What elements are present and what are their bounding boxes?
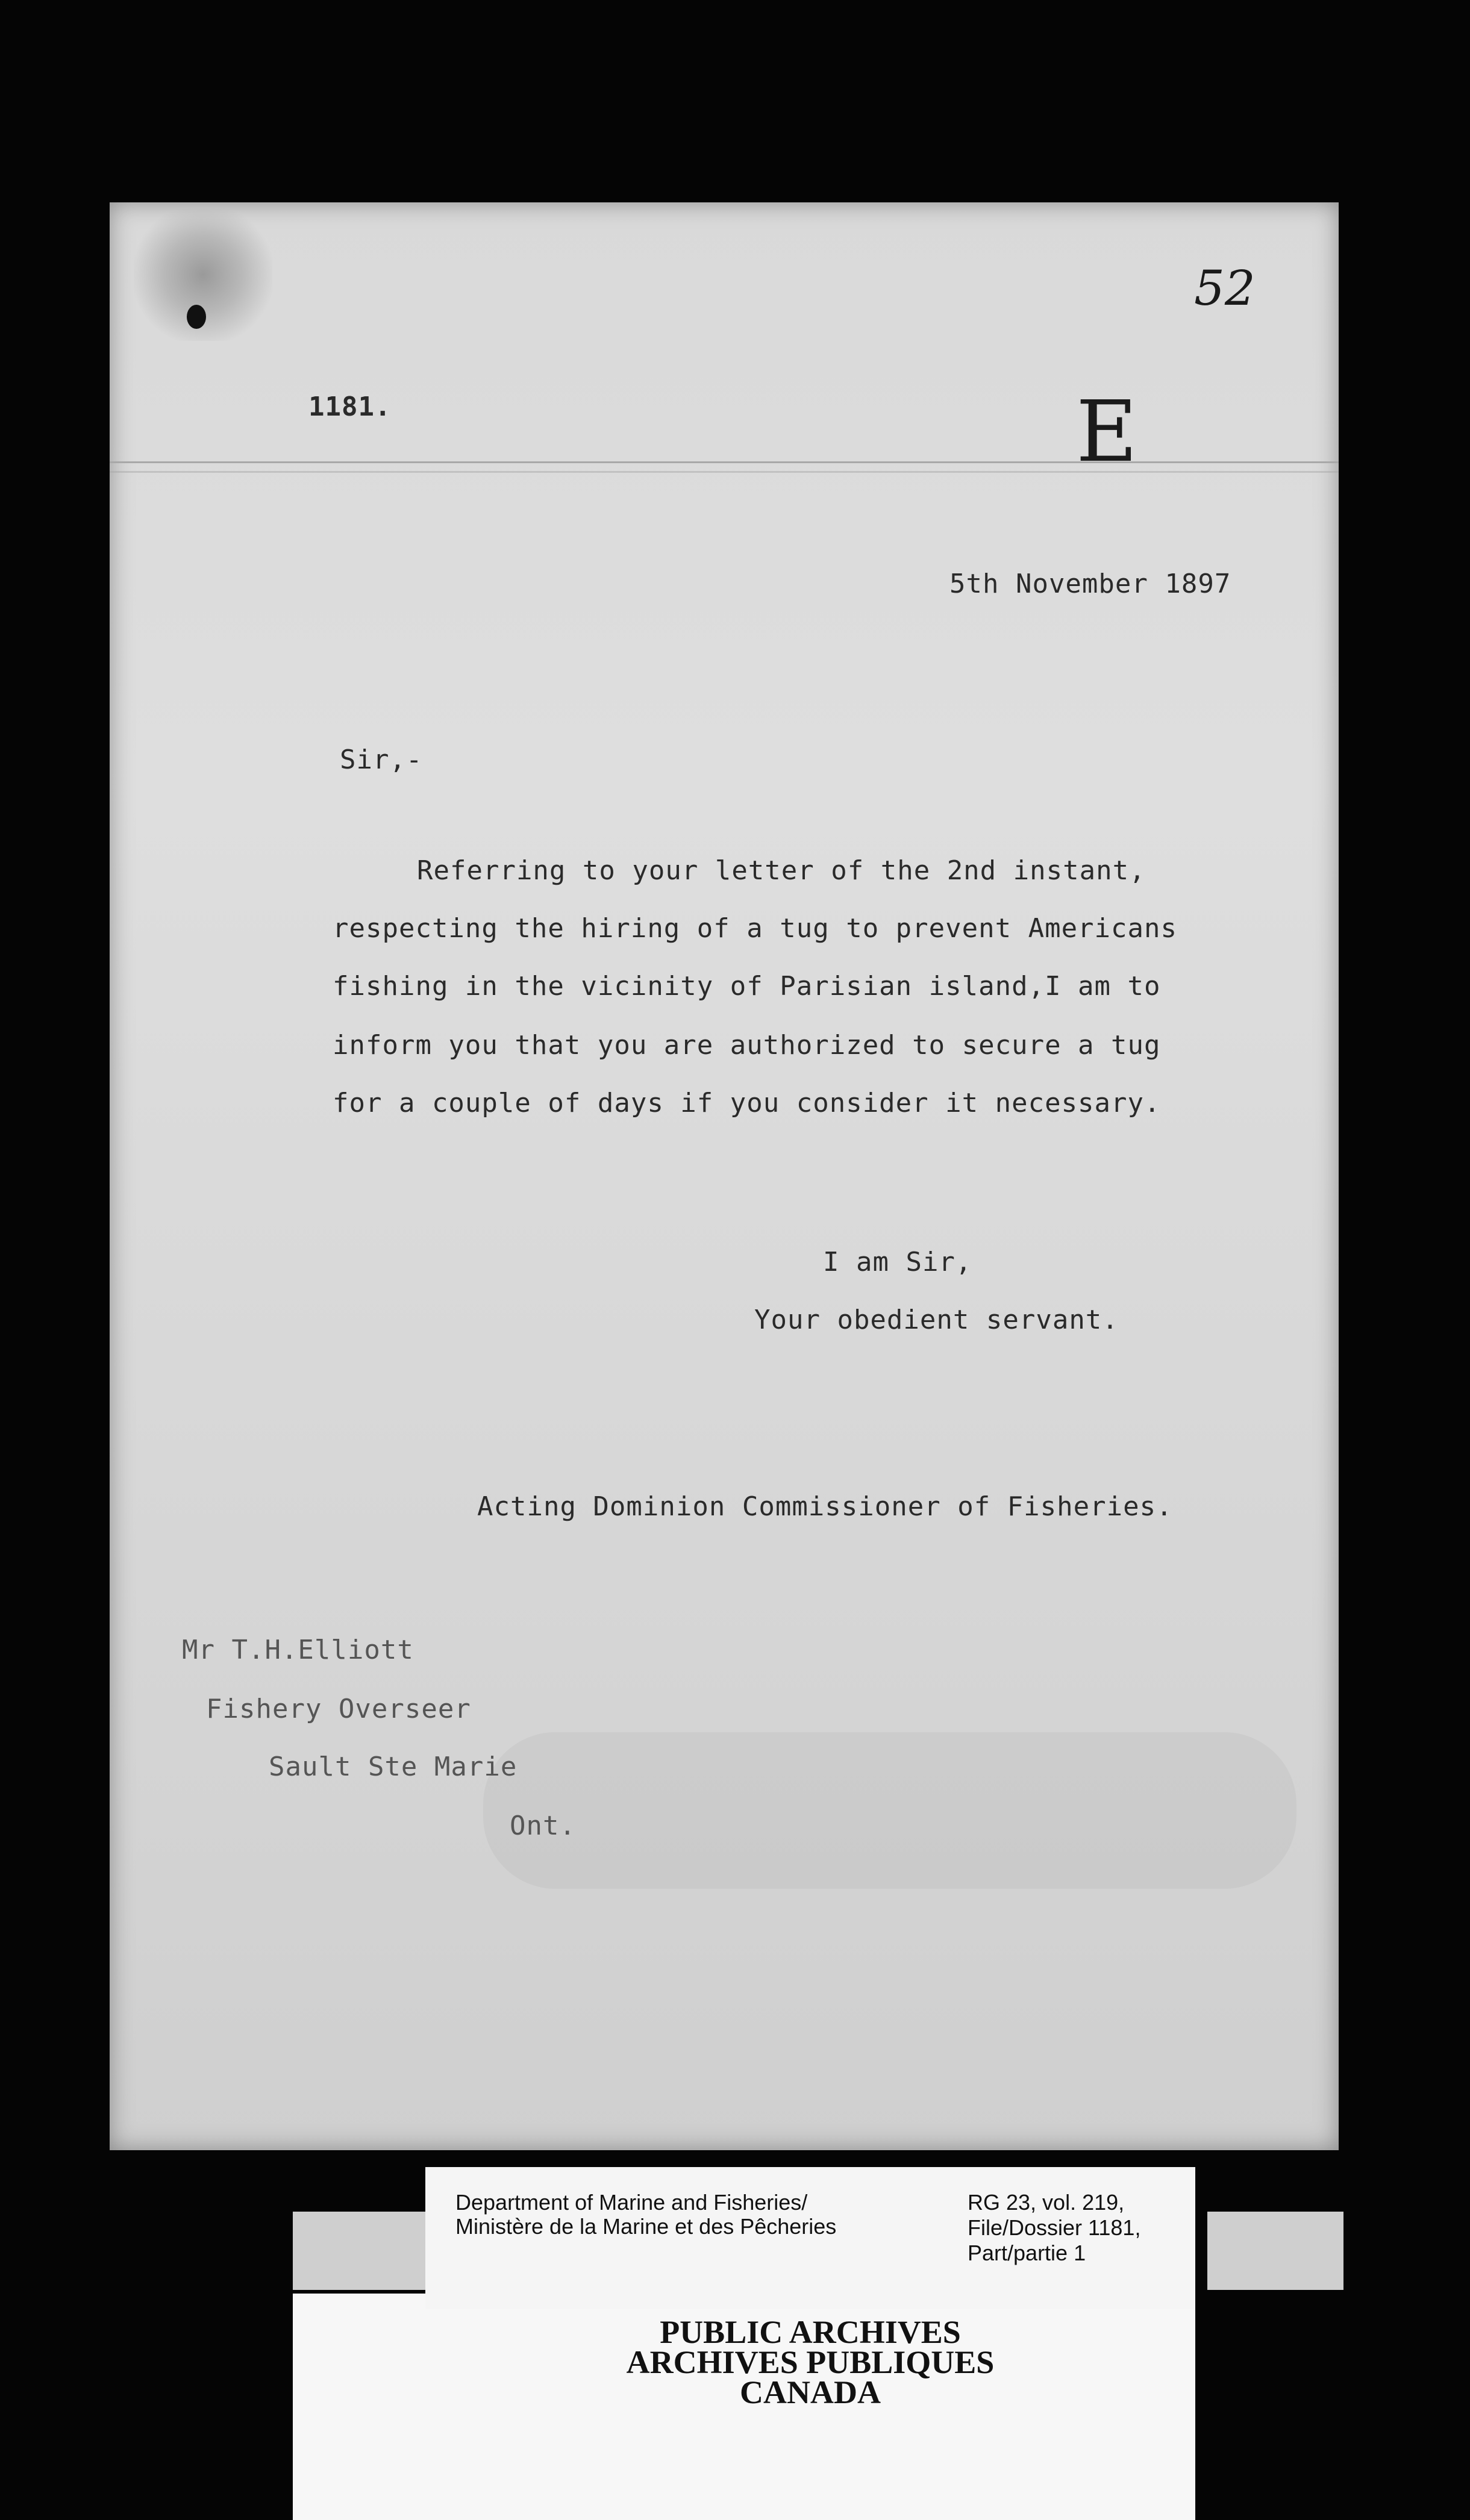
closing-line: I am Sir, (823, 1247, 972, 1277)
salutation: Sir,- (340, 744, 423, 775)
department-french: Ministère de la Marine et des Pêcheries (455, 2214, 837, 2239)
ruled-line (110, 461, 1339, 463)
archive-card-tab (1207, 2212, 1343, 2290)
body-line: for a couple of days if you consider it necessary. (333, 1088, 1161, 1118)
archive-card-tab (293, 2212, 429, 2290)
folio-number: 52 (1194, 260, 1256, 316)
body-line: Referring to your letter of the 2nd instant, (417, 855, 1146, 886)
archive-reference-card (425, 2167, 1195, 2309)
archive-name-english: PUBLIC ARCHIVES (660, 2314, 961, 2350)
closing-line: Your obedient servant. (754, 1305, 1119, 1335)
department-english: Department of Marine and Fisheries/ (455, 2190, 808, 2215)
address-line: Ont. (510, 1810, 576, 1841)
file-number: 1181. (308, 391, 392, 422)
margin-mark: E (1076, 383, 1138, 481)
punch-hole (187, 305, 206, 329)
reference-volume: RG 23, vol. 219, (968, 2190, 1125, 2215)
body-line: inform you that you are authorized to secure a tug (333, 1030, 1161, 1061)
reference-file: File/Dossier 1181, (968, 2215, 1141, 2240)
archive-name-french: ARCHIVES PUBLIQUES (626, 2344, 995, 2380)
signature-title: Acting Dominion Commissioner of Fisheries. (477, 1491, 1173, 1522)
address-line: Fishery Overseer (206, 1694, 471, 1724)
body-line: respecting the hiring of a tug to prevent Americans (333, 913, 1178, 944)
archive-country: CANADA (740, 2374, 881, 2410)
letter-date: 5th November 1897 (949, 569, 1231, 599)
body-line: fishing in the vicinity of Parisian island,I am to (333, 971, 1161, 1002)
reference-part: Part/partie 1 (968, 2241, 1086, 2265)
ruled-line (110, 471, 1339, 473)
address-line: Sault Ste Marie (269, 1751, 518, 1782)
address-line: Mr T.H.Elliott (182, 1635, 414, 1665)
bleed-through-stamp (483, 1732, 1296, 1889)
letter-page (110, 202, 1339, 2150)
